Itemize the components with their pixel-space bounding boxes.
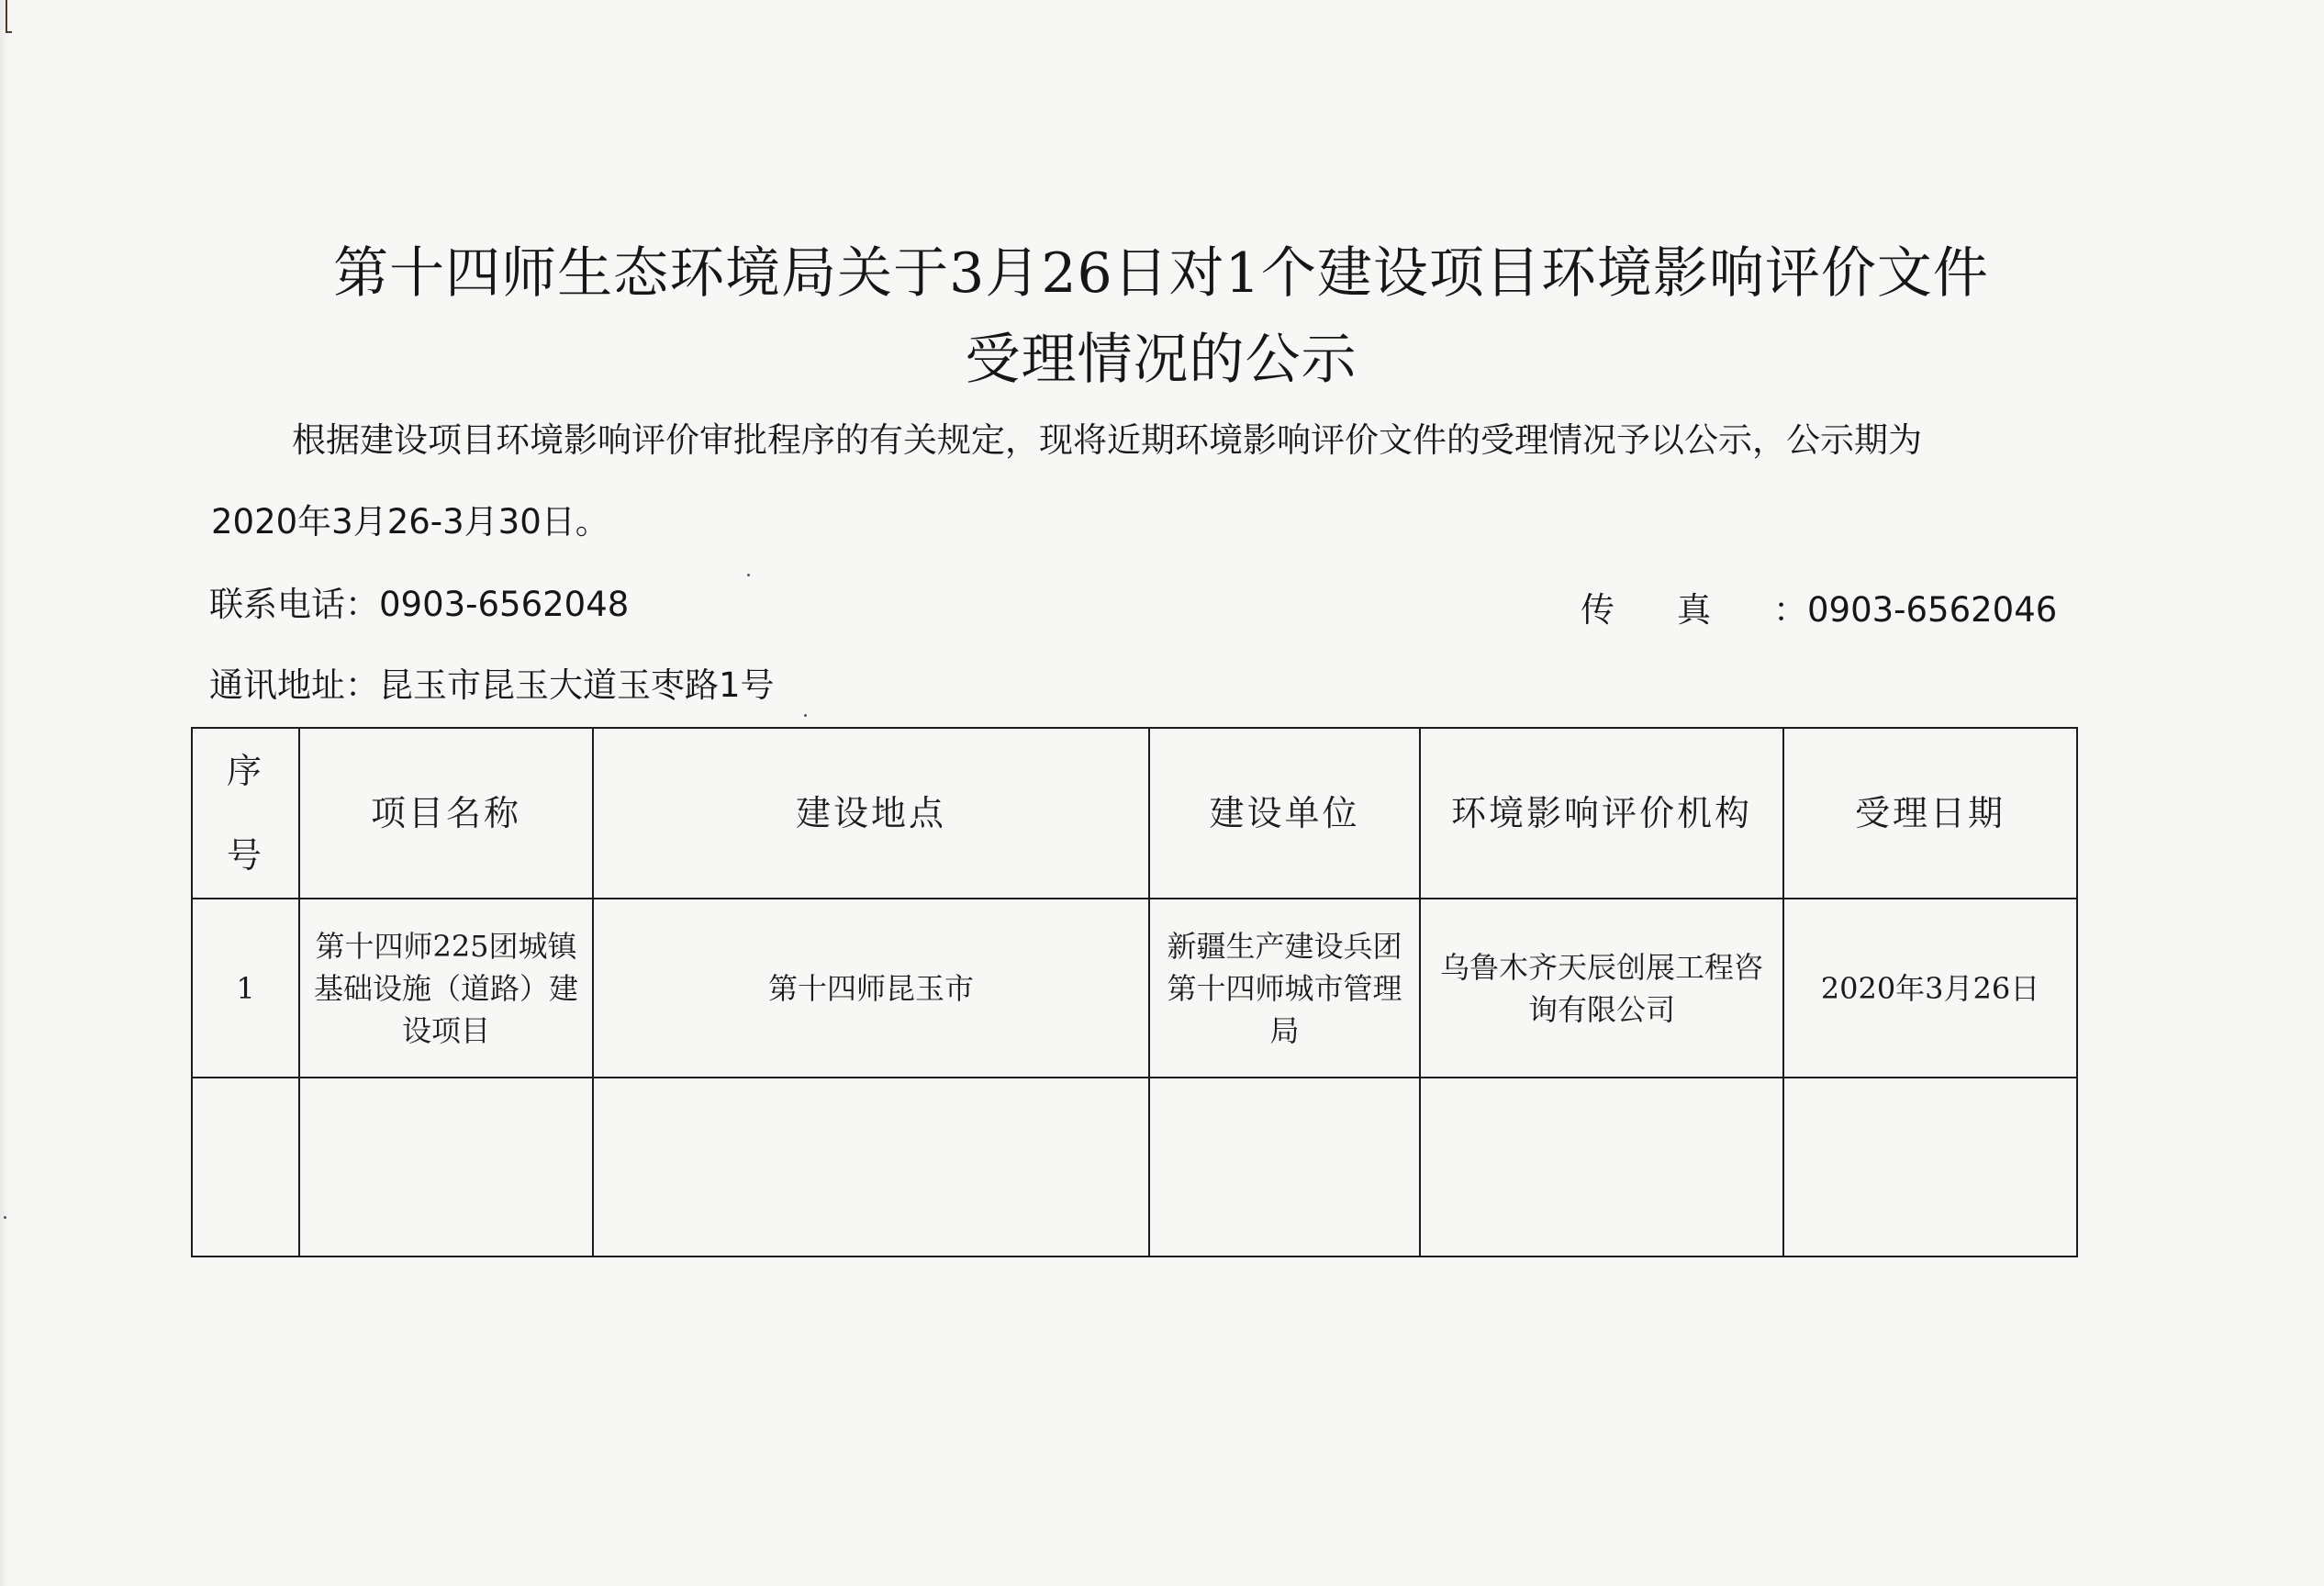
page-edge-shadow [0, 0, 9, 1586]
contact-fax [1581, 590, 2057, 631]
notice-body-line-2: 2020年3月26-3月30日。 [211, 502, 609, 542]
table-row [192, 1078, 2077, 1257]
phone-label: 联系电话： [209, 585, 379, 624]
fax-label: 传真 [1581, 590, 1773, 630]
cell-accept-date [1783, 1078, 2077, 1257]
header-project-name: 项目名称 [299, 728, 593, 899]
contact-address [209, 665, 775, 706]
cell-location [593, 1078, 1149, 1257]
header-location: 建设地点 [593, 728, 1149, 899]
cell-project-name [299, 1078, 593, 1257]
header-accept-date: 受理日期 [1783, 728, 2077, 899]
fax-colon: ： [1773, 590, 1807, 630]
table-row [192, 899, 2077, 1078]
cell-seq: 1 [192, 899, 299, 1078]
binding-mark [6, 0, 12, 33]
scan-speck [747, 574, 750, 576]
cell-builder [1149, 1078, 1420, 1257]
cell-eia-agency [1420, 1078, 1783, 1257]
contact-phone [209, 585, 629, 625]
cell-seq [192, 1078, 299, 1257]
address-value: 昆玉市昆玉大道玉枣路1号 [379, 665, 775, 705]
cell-builder: 新疆生产建设兵团第十四师城市管理局 [1149, 899, 1420, 1078]
header-builder: 建设单位 [1149, 728, 1420, 899]
document-title-line-1: 第十四师生态环境局关于3月26日对1个建设项目环境影响评价文件 [333, 241, 1989, 306]
fax-number: 0903-6562046 [1807, 590, 2058, 630]
address-label: 通讯地址： [209, 665, 379, 705]
header-eia-agency: 环境影响评价机构 [1420, 728, 1783, 899]
notice-body-line-1: 根据建设项目环境影响评价审批程序的有关规定，现将近期环境影响评价文件的受理情况予以公示，公示期为 [292, 420, 1922, 460]
cell-accept-date: 2020年3月26日 [1783, 899, 2077, 1078]
project-acceptance-table [191, 727, 2078, 1257]
scan-speck [4, 1216, 6, 1219]
header-seq: 序 号 [192, 728, 299, 899]
table-header-row [192, 728, 2077, 899]
document-title-line-2: 受理情况的公示 [965, 328, 1358, 392]
cell-eia-agency: 乌鲁木齐天辰创展工程咨询有限公司 [1420, 899, 1783, 1078]
phone-number: 0903-6562048 [379, 585, 630, 624]
cell-project-name: 第十四师225团城镇基础设施（道路）建设项目 [299, 899, 593, 1078]
cell-location: 第十四师昆玉市 [593, 899, 1149, 1078]
scan-speck [804, 714, 807, 717]
